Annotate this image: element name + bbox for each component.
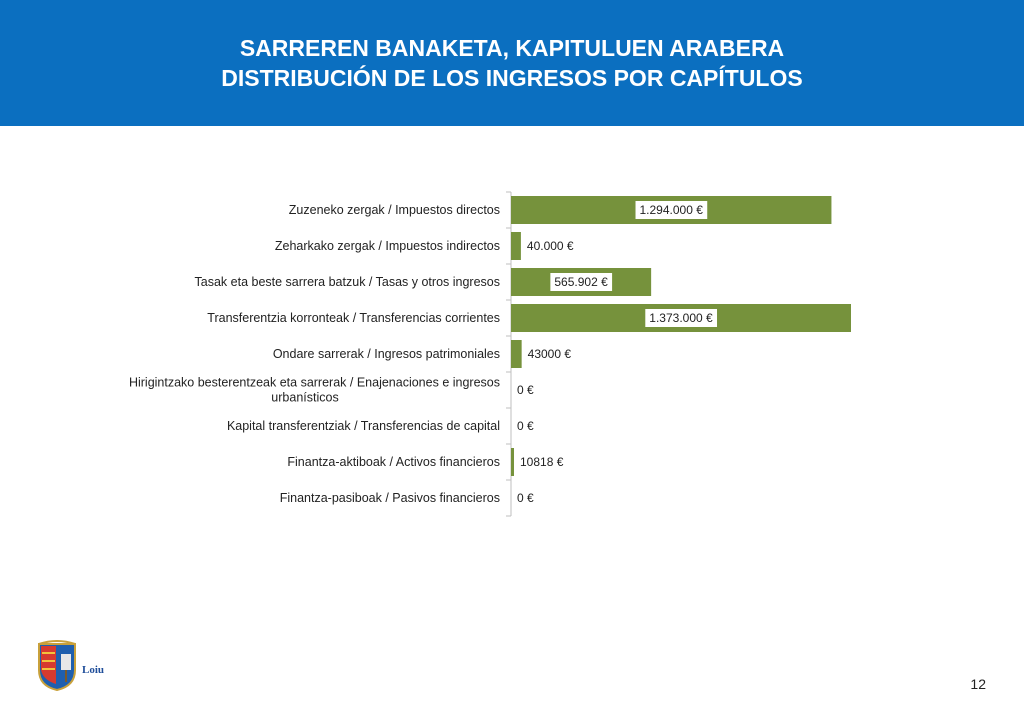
data-label-0: 1.294.000 €	[639, 203, 703, 217]
title-line-2: DISTRIBUCIÓN DE LOS INGRESOS POR CAPÍTULOS	[221, 65, 803, 91]
bar-1	[511, 232, 521, 260]
data-label-8: 0 €	[517, 491, 534, 505]
page-number: 12	[970, 676, 986, 692]
data-label-7: 10818 €	[520, 455, 564, 469]
category-label-5: Hirigintzako besterentzeak eta sarrerak / Enajenaciones e ingresos urbanísticos	[128, 375, 500, 405]
bar-4	[511, 340, 522, 368]
data-label-6: 0 €	[517, 419, 534, 433]
data-label-4: 43000 €	[527, 347, 572, 361]
bar-7	[511, 448, 514, 476]
data-label-1: 40.000 €	[526, 239, 574, 253]
logo-text: Loiu	[82, 664, 105, 676]
title-line-1: SARREREN BANAKETA, KAPITULUEN ARABERA	[239, 35, 785, 61]
category-label-4: Ondare sarrerak / Ingresos patrimoniales	[272, 347, 500, 361]
data-label-3: 1.373.000 €	[649, 311, 713, 325]
category-label-2: Tasak eta beste sarrera batzuk / Tasas y otros ingresos	[194, 275, 500, 289]
category-label-3: Transferentzia korronteak / Transferencias corrientes	[207, 311, 500, 325]
category-label-7: Finantza-aktiboak / Activos financieros	[287, 455, 500, 469]
municipal-shield-logo	[35, 640, 79, 692]
category-label-1: Zeharkako zergak / Impuestos indirectos	[274, 239, 500, 253]
category-label-0: Zuzeneko zergak / Impuestos directos	[288, 203, 500, 217]
category-label-6: Kapital transferentziak / Transferencias de capital	[226, 419, 500, 433]
category-label-8: Finantza-pasiboak / Pasivos financieros	[279, 491, 500, 505]
data-label-2: 565.902 €	[554, 275, 608, 289]
data-label-5: 0 €	[517, 383, 534, 397]
